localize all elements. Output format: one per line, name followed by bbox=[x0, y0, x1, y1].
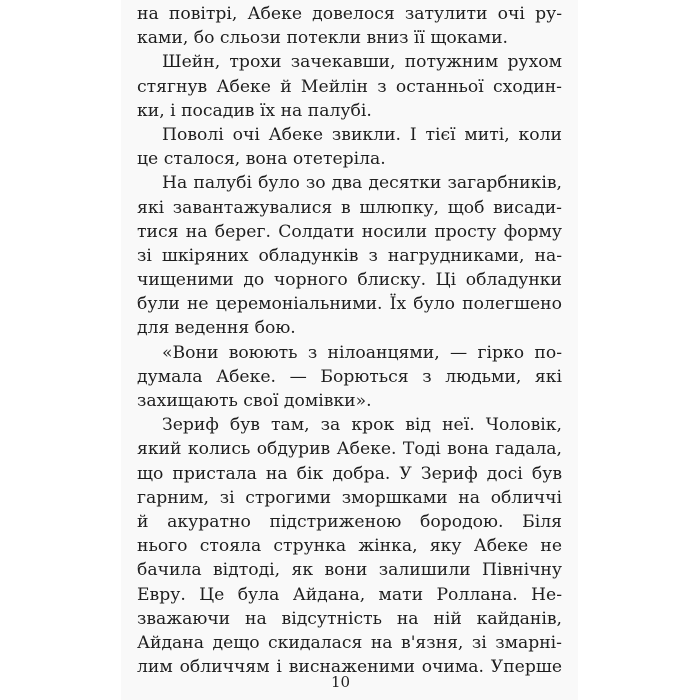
text-line: думала Абеке. — Борються з людьми, які bbox=[137, 366, 562, 387]
text-line: ки, і посадив їх на палубі. bbox=[137, 100, 372, 121]
text-line: чищеними до чорного блиску. Ці обладунки bbox=[137, 270, 562, 291]
text-line: захищають свої домівки». bbox=[137, 391, 372, 411]
text-line: гарним, зі строгими зморшками на обличчі bbox=[137, 487, 562, 508]
text-line: Евру. Це була Айдана, мати Роллана. Не- bbox=[137, 584, 562, 605]
text-line: ками, бо сльози потекли вниз її щоками. bbox=[137, 28, 508, 49]
text-line: бачила відтоді, як вони залишили Північну bbox=[137, 560, 562, 581]
text-line: Зериф був там, за крок від неї. Чоловік, bbox=[162, 415, 562, 436]
text-line: й акуратно підстриженою бородою. Біля bbox=[137, 511, 562, 532]
text-line: зі шкіряних обладунків з нагрудниками, на- bbox=[137, 245, 562, 266]
book-page bbox=[121, 0, 578, 700]
text-line: нього стояла струнка жінка, яку Абеке не bbox=[137, 536, 562, 557]
text-line: тися на берег. Солдати носили просту форму bbox=[137, 221, 562, 242]
text-line: Поволі очі Абеке звикли. І тієї миті, коли bbox=[162, 124, 562, 145]
text-line: на повітрі, Абеке довелося затулити очі ру- bbox=[137, 4, 562, 24]
text-line: Шейн, трохи зачекавши, потужним рухом bbox=[162, 52, 562, 73]
page-number: 10 bbox=[330, 673, 351, 691]
text-line: це сталося, вона отетеріла. bbox=[137, 149, 386, 170]
text-line: що пристала на бік добра. У Зериф досі був bbox=[137, 463, 562, 484]
text-line: для ведення бою. bbox=[137, 318, 296, 339]
text-line: Айдана дещо скидалася на в'язня, зі змарні- bbox=[137, 632, 562, 653]
text-line: На палубі було зо два десятки загарбників, bbox=[162, 173, 562, 194]
text-line: були не церемоніальними. Їх було полегшено bbox=[137, 294, 562, 315]
text-line: «Вони воюють з нілоанцями, — гірко по- bbox=[162, 342, 562, 363]
text-line: стягнув Абеке й Мейлін з останньої сходин- bbox=[137, 76, 562, 97]
text-line: який колись обдурив Абеке. Тоді вона гадала, bbox=[137, 439, 562, 460]
page-body-text bbox=[137, 2, 562, 679]
text-line: лим обличчям і виснаженими очима. Уперше bbox=[137, 657, 562, 678]
text-line: зважаючи на відсутність на ній кайданів, bbox=[137, 608, 562, 629]
text-line: які завантажувалися в шлюпку, щоб висади- bbox=[137, 197, 562, 218]
